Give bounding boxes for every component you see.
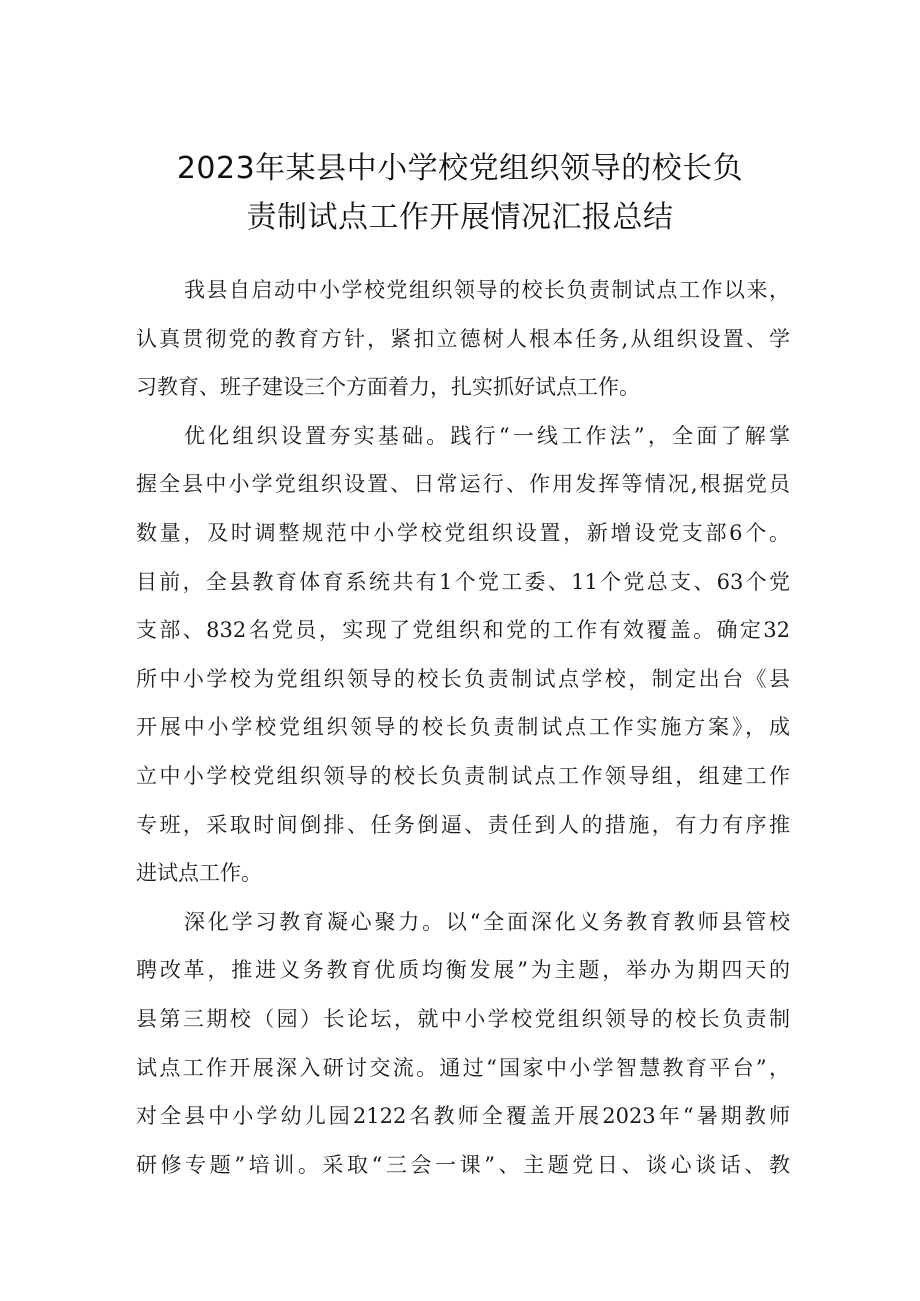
paragraph-line: 试点工作开展深入研讨交流。通过“国家中小学智慧教育平台”， <box>136 1055 790 1080</box>
document-title <box>0 144 920 242</box>
paragraph-learning <box>136 898 790 1190</box>
paragraph-line: 习教育、班子建设三个方面着力，扎实抓好试点工作。 <box>136 375 640 400</box>
paragraph-line: 握全县中小学党组织设置、日常运行、作用发挥等情况,根据党员 <box>136 472 790 497</box>
paragraph-line: 我县自启动中小学校党组织领导的校长负责制试点工作以来， <box>184 278 790 302</box>
paragraph-organization <box>136 412 790 898</box>
title-line-1: 2023年某县中小学校党组织领导的校长负 <box>176 151 744 186</box>
paragraph-line: 优化组织设置夯实基础。践行“一线工作法”，全面了解掌 <box>184 423 790 448</box>
paragraph-line: 认真贯彻党的教育方针，紧扣立德树人根本任务,从组织设置、学 <box>136 326 790 351</box>
document-body <box>136 266 790 1189</box>
paragraph-line: 目前，全县教育体育系统共有1个党工委、11个党总支、63个党 <box>136 569 790 594</box>
paragraph-line: 支部、832名党员，实现了党组织和党的工作有效覆盖。确定32 <box>136 618 790 643</box>
paragraph-line: 进试点工作。 <box>136 861 262 886</box>
paragraph-line: 开展中小学校党组织领导的校长负责制试点工作实施方案》，成 <box>136 715 790 740</box>
paragraph-line: 研修专题”培训。采取“三会一课”、主题党日、谈心谈话、教 <box>136 1152 790 1177</box>
paragraph-line: 所中小学校为党组织领导的校长负责制试点学校，制定出台《县 <box>136 666 790 691</box>
paragraph-line: 对全县中小学幼儿园2122名教师全覆盖开展2023年“暑期教师 <box>136 1104 790 1129</box>
paragraph-line: 深化学习教育凝心聚力。以“全面深化义务教育教师县管校 <box>184 909 790 934</box>
paragraph-line: 专班，采取时间倒排、任务倒逼、责任到人的措施，有力有序推 <box>136 812 790 837</box>
paragraph-line: 立中小学校党组织领导的校长负责制试点工作领导组，组建工作 <box>136 763 790 788</box>
title-line-2: 责制试点工作开展情况汇报总结 <box>246 200 674 235</box>
paragraph-intro <box>136 266 790 412</box>
paragraph-line: 聘改革，推进义务教育优质均衡发展”为主题，举办为期四天的 <box>136 958 790 983</box>
paragraph-line: 县第三期校（园）长论坛，就中小学校党组织领导的校长负责制 <box>136 1006 790 1031</box>
paragraph-line: 数量，及时调整规范中小学校党组织设置，新增设党支部6个。 <box>136 520 790 545</box>
